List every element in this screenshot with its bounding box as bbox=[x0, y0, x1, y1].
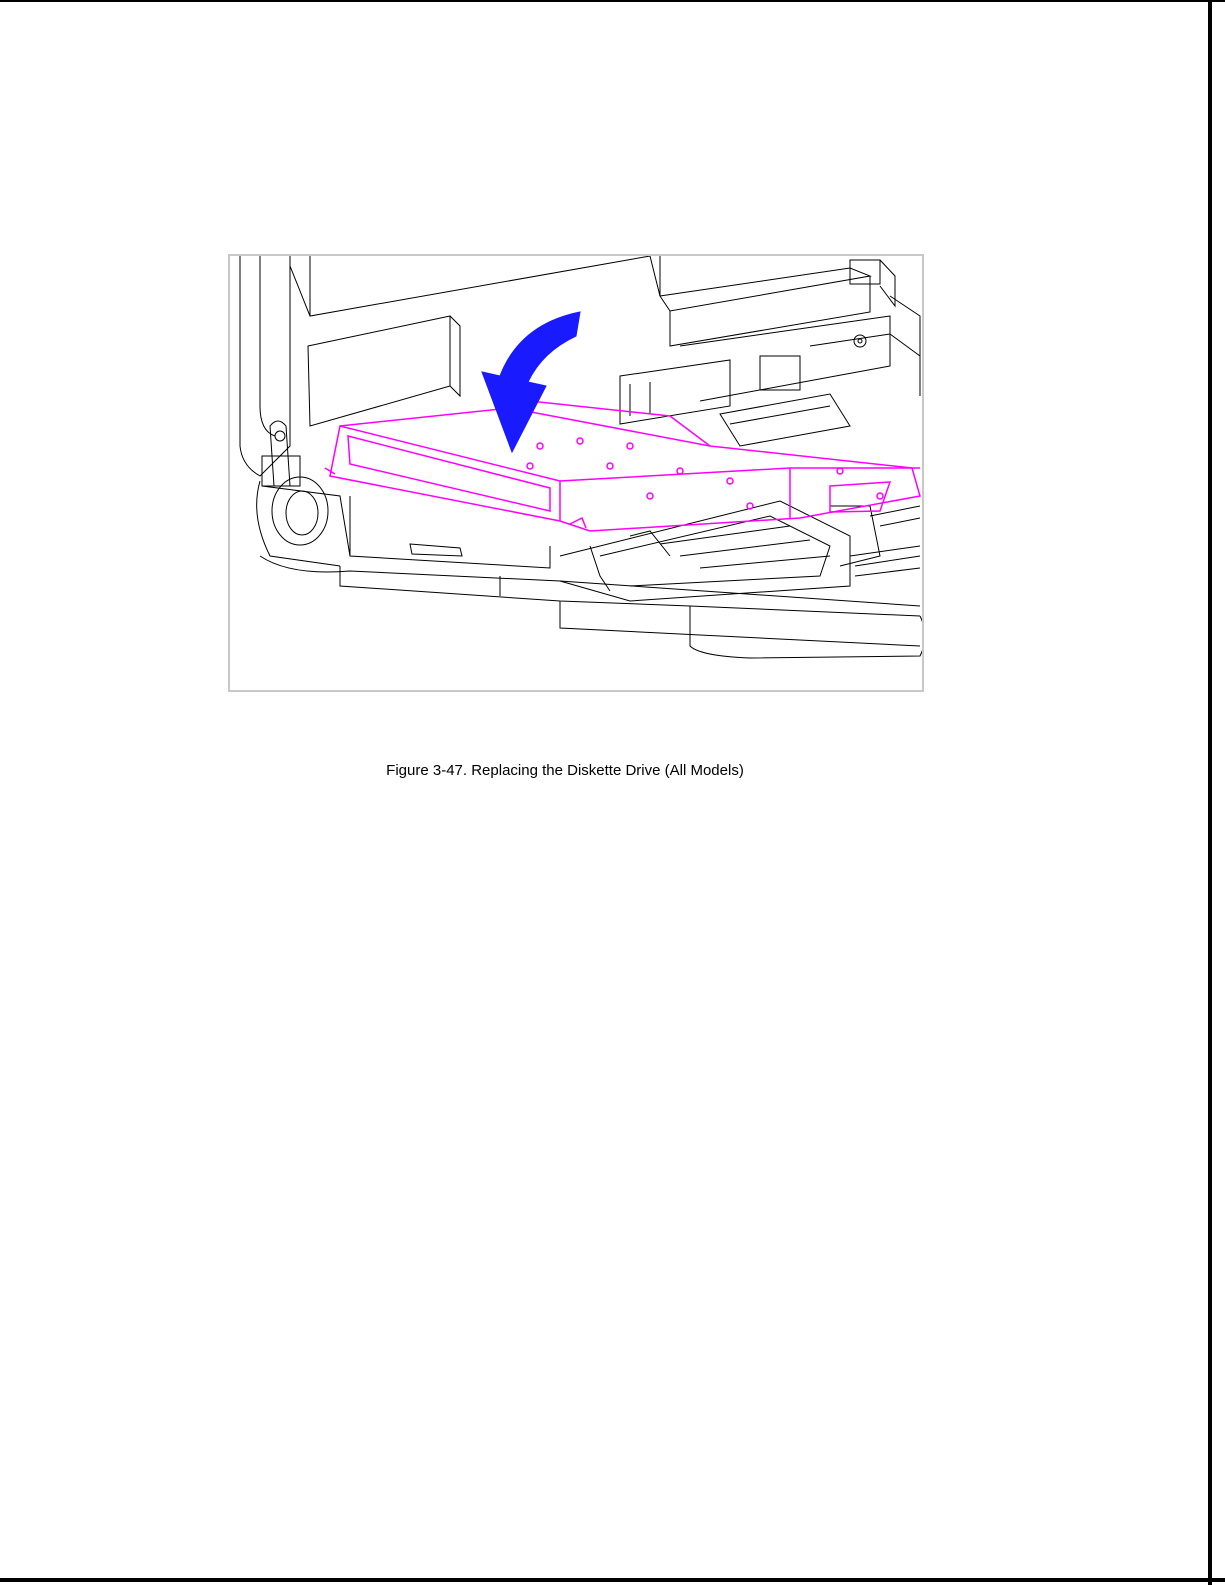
board-chip bbox=[760, 356, 800, 390]
insertion-arrow bbox=[482, 312, 580, 452]
figure-caption: Figure 3-47. Replacing the Diskette Drive (All Models) bbox=[386, 762, 744, 779]
diskette-drive bbox=[325, 401, 920, 531]
drive-bay-opening bbox=[350, 496, 550, 568]
diskette-drive-replacement-drawing bbox=[230, 256, 922, 690]
keyboard-rail bbox=[660, 268, 870, 311]
palmrest-cavity bbox=[560, 501, 850, 601]
display-bezel bbox=[290, 256, 650, 316]
page-border-bottom bbox=[0, 1578, 1225, 1582]
base-front-edge bbox=[260, 556, 920, 606]
page-border-right bbox=[1208, 0, 1212, 1585]
hinge-cover bbox=[308, 316, 450, 426]
figure-illustration-frame bbox=[228, 254, 924, 692]
display-panel bbox=[240, 256, 290, 476]
page-border-top bbox=[0, 0, 1225, 2]
cpu-chip bbox=[720, 394, 850, 446]
